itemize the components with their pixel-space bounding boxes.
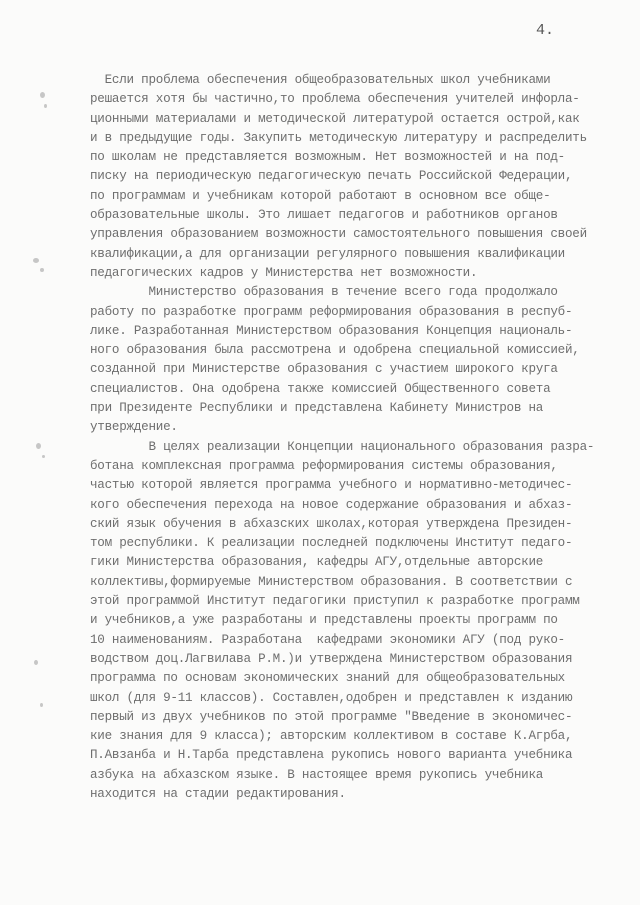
- text-line: управления образованием возможности самостоятельного повышения своей: [90, 227, 587, 242]
- text-line: ного образования была рассмотрена и одобрена специальной комиссией,: [90, 343, 580, 358]
- text-line: гики Министерства образования, кафедры АГУ,отдельные авторские: [90, 555, 544, 570]
- scan-speck: [42, 455, 45, 458]
- text-line: П.Авзанба и Н.Тарба представлена рукопись нового варианта учебника: [90, 748, 573, 763]
- scan-speck: [36, 443, 41, 449]
- text-line: созданной при Министерстве образования с участием широкого круга: [90, 362, 558, 377]
- body-text: [90, 71, 638, 804]
- text-line: 10 наименованиям. Разработана кафедрами экономики АГУ (под руко-: [90, 632, 565, 647]
- text-line: педагогических кадров у Министерства нет возможности.: [90, 265, 478, 280]
- text-line: том республики. К реализации последней подключены Институт педаго-: [90, 536, 573, 551]
- text-line: решается хотя бы частично,то проблема обеспечения учителей инфорла-: [90, 92, 580, 107]
- scan-speck: [34, 660, 38, 665]
- scan-speck: [40, 703, 43, 707]
- text-line: этой программой Институт педагогики приступил к разработке программ: [90, 594, 580, 609]
- text-line: ционными материалами и методической литературой остается острой,как: [90, 111, 580, 126]
- text-line: писку на периодическую педагогическую печать Российской Федерации,: [90, 169, 573, 184]
- text-line: водством доц.Лагвилава Р.М.)и утверждена Министерством образования: [90, 651, 573, 666]
- text-line: квалификации,а для организации регулярного повышения квалификации: [90, 246, 565, 261]
- text-line: азбука на абхазском языке. В настоящее время рукопись учебника: [90, 767, 544, 782]
- text-line: по школам не представляется возможным. Нет возможностей и на под-: [90, 150, 565, 165]
- text-line: Если проблема обеспечения общеобразовательных школ учебниками: [90, 73, 551, 87]
- text-line: ский язык обучения в абхазских школах,которая утверждена Президен-: [90, 516, 573, 531]
- page-number: 4.: [536, 22, 555, 39]
- text-line: Министерство образования в течение всего года продолжало: [90, 285, 558, 300]
- scan-speck: [40, 268, 44, 272]
- text-line: при Президенте Республики и представлена Кабинету Министров на: [90, 401, 544, 416]
- text-line: работу по разработке программ реформирования образования в респуб-: [90, 304, 573, 319]
- text-line: образовательные школы. Это лишает педагогов и работников органов: [90, 208, 558, 223]
- text-line: лике. Разработанная Министерством образования Концепция националь-: [90, 323, 573, 338]
- text-line: и учебников,а уже разработаны и представлены проекты программ по: [90, 613, 558, 628]
- scan-speck: [40, 92, 45, 98]
- text-line: коллективы,формируемые Министерством образования. В соответствии с: [90, 574, 573, 589]
- text-line: первый из двух учебников по этой программе "Введение в экономичес-: [90, 709, 573, 724]
- text-line: ботана комплексная программа реформирования системы образования,: [90, 458, 558, 473]
- text-line: программа по основам экономических знаний для общеобразовательных: [90, 671, 565, 686]
- scan-speck: [44, 104, 47, 108]
- scan-speck: [33, 258, 39, 263]
- text-line: и в предыдущие годы. Закупить методическую литературу и распределить: [90, 130, 587, 145]
- text-line: специалистов. Она одобрена также комиссией Общественного совета: [90, 381, 551, 396]
- text-line: утверждение.: [90, 420, 178, 435]
- text-line: частью которой является программа учебного и нормативно-методичес-: [90, 478, 573, 493]
- text-line: находится на стадии редактирования.: [90, 786, 346, 801]
- text-line: кого обеспечения перехода на новое содержание образования и абхаз-: [90, 497, 573, 512]
- text-line: кие знания для 9 класса); авторским коллективом в составе К.Агрба,: [90, 729, 573, 744]
- text-line: по программам и учебникам которой работают в основном все обще-: [90, 188, 551, 203]
- text-line: школ (для 9-11 классов). Составлен,одобрен и представлен к изданию: [90, 690, 573, 705]
- text-line: В целях реализации Концепции национального образования разра-: [90, 439, 595, 454]
